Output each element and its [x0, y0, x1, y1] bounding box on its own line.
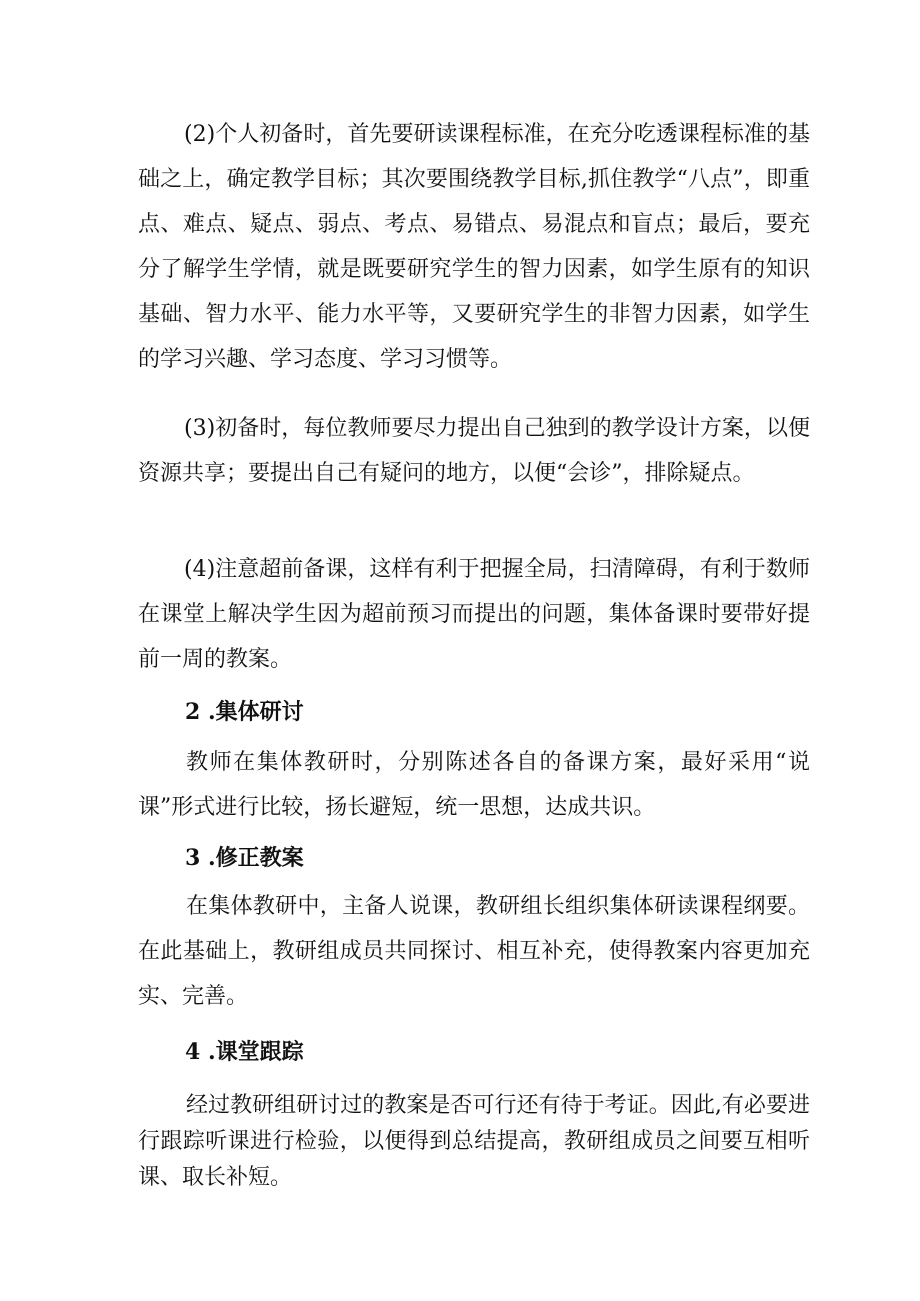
section-body-revise-lesson-plan: 在集体教研中，主备人说课，教研组长组织集体研读课程纲要。在此基础上，教研组成员共同探讨、相互补充，使得教案内容更加充实、完善。 — [138, 894, 810, 1009]
section-body-classroom-tracking: 经过教研组研讨过的教案是否可行还有待于考证。因此,有必要进行跟踪听课进行检验，以便得到总结提高，教研组成员之间要互相听课、取长补短。 — [138, 1093, 810, 1190]
paragraph-item-3: (3)初备时，每位教师要尽力提出自己独到的教学设计方案，以便资源共享；要提出自己有疑问的地方，以便“会诊”，排除疑点。 — [138, 416, 810, 486]
paragraph-item-4: (4)注意超前备课，这样有利于把握全局，扫清障碍，有利于数师在课堂上解决学生因为超前预习而提出的问题，集体备课时要带好提前一周的教案。 — [138, 557, 810, 672]
section-heading-classroom-tracking: 4 .课堂跟踪 — [185, 1039, 304, 1065]
paragraph-item-2: (2)个人初备时，首先要研读课程标准，在充分吃透课程标准的基础之上，确定教学目标；其次要围绕教学目标,抓住教学“八点”，即重点、难点、疑点、弱点、考点、易错点、易混点和盲点；最后，要充分了解学生学情，就是既要研究学生的智力因素，如学生原有的知识基础、智力水平、能力水平等，又要研究学生的非智力因素，如学生的学习兴趣、学习态度、学习习惯等。 — [138, 122, 810, 372]
section-body-collective-discussion: 教师在集体教研时，分别陈述各自的备课方案，最好采用“说课”形式进行比较，扬长避短，统一思想，达成共识。 — [138, 750, 810, 820]
section-heading-collective-discussion: 2 .集体研讨 — [185, 699, 304, 725]
section-heading-revise-lesson-plan: 3 .修正教案 — [185, 845, 304, 871]
